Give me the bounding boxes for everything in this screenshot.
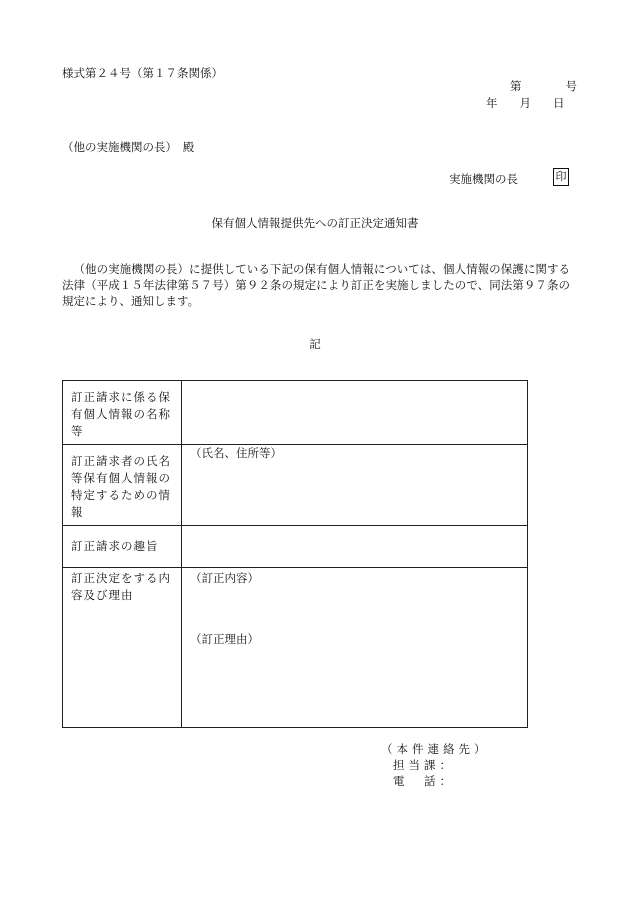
- document-number: [510, 78, 577, 94]
- row-value: [182, 381, 528, 445]
- row-label: 訂正請求に係る保有個人情報の名称等: [63, 381, 182, 445]
- date-day: 日: [553, 96, 565, 110]
- date-month: 月: [519, 96, 531, 110]
- body-paragraph: （他の実施機関の長）に提供している下記の保有個人情報については、個人情報の保護に関する法律（平成１５年法律第５７号）第９２条の規定により訂正を実施しましたので、同法第９７条の規定により、通知します。: [62, 262, 570, 308]
- table-row: [63, 381, 528, 445]
- row-value: （氏名、住所等）: [182, 445, 528, 526]
- correction-content-label: （訂正内容）: [190, 571, 259, 585]
- row-label: 訂正決定をする内容及び理由: [63, 568, 182, 728]
- contact-heading: （本件連絡先）: [381, 742, 490, 756]
- seal-stamp: 印: [553, 168, 569, 186]
- doc-number-prefix: 第: [510, 79, 522, 93]
- table-row: [63, 526, 528, 568]
- sender-title: 実施機関の長: [449, 172, 518, 186]
- contact-phone: 電 話：: [393, 774, 455, 788]
- correction-reason-label: （訂正理由）: [190, 632, 259, 646]
- record-table: [62, 380, 528, 728]
- document-date: [486, 95, 565, 111]
- doc-number-suffix: 号: [565, 79, 577, 93]
- document-title: 保有個人情報提供先への訂正決定通知書: [211, 216, 419, 230]
- row-value: [182, 526, 528, 568]
- addressee: （他の実施機関の長） 殿: [62, 140, 195, 154]
- date-year: 年: [486, 96, 498, 110]
- row-label: 訂正請求の趣旨: [63, 526, 182, 568]
- table-row: [63, 445, 528, 526]
- ki-heading: 記: [309, 337, 321, 351]
- contact-department: 担当課：: [393, 758, 455, 772]
- row-label: 訂正請求者の氏名等保有個人情報の特定するための情報: [63, 445, 182, 526]
- row-value: [182, 568, 528, 728]
- form-number: 様式第２４号（第１７条関係）: [62, 66, 223, 80]
- table-row: [63, 568, 528, 728]
- contact-block: [381, 741, 490, 789]
